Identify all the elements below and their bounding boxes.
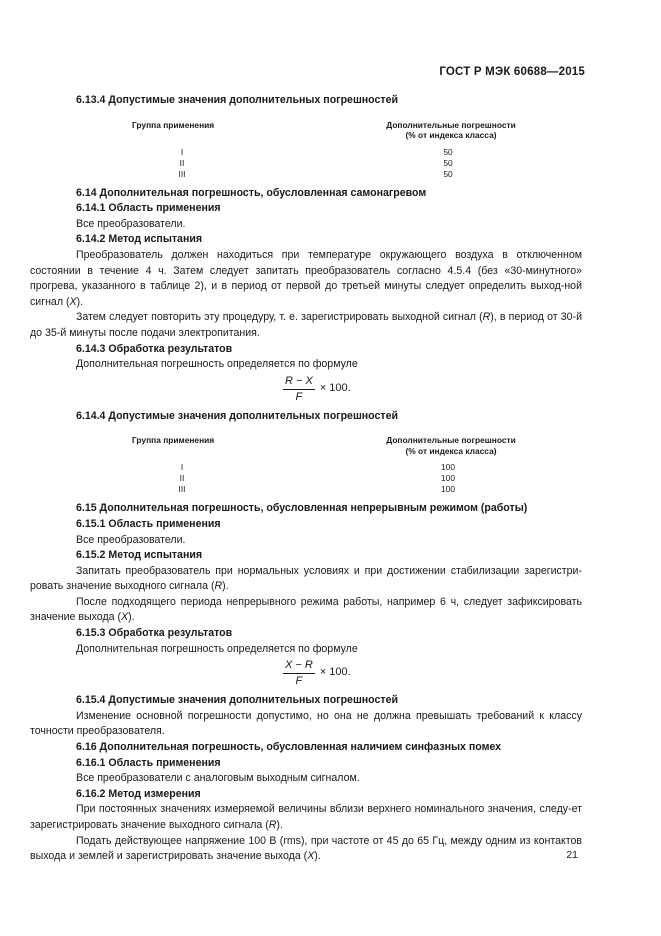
paragraph: Изменение основной погрешности допустимо, но она не должна превышать требований к классу точности преобразователя. [30,709,582,738]
section-heading: 6.15 Дополнительная погрешность, обусловленная непрерывным режимом (работы) [76,502,528,515]
table-cell: 50 [443,168,453,179]
table-column-header: Группа применения [132,119,215,130]
section-heading: 6.14 Дополнительная погрешность, обусловленная самонагревом [76,186,427,199]
paragraph: После подходящего периода непрерывного режима работы, например 6 ч, следует зафиксировать значение выхода (X). [30,595,582,624]
section-heading: 6.13.4 Допустимые значения дополнительных погрешностей [76,94,398,106]
section-heading: 6.16.2 Метод измерения [76,787,201,800]
table-cell: 100 [441,484,455,495]
formula-numerator: R − X [283,375,315,390]
formula-multiplier: × 100. [319,381,351,394]
paragraph: Все преобразователи. [76,533,186,546]
table-cell: 50 [443,157,453,168]
document-body [30,93,582,865]
table-cell: 50 [443,146,453,157]
section-heading: 6.16.1 Область применения [76,756,221,769]
paragraph: Подать действующее напряжение 100 В (rms), при частоте от 45 до 65 Гц, между одним из контактов выхода и землей и зарегистрировать значение выхода (X). [30,834,582,863]
paragraph: Все преобразователи. [76,217,186,230]
section-heading: 6.15.3 Обработка результатов [76,627,233,640]
table-cell: I [180,146,184,157]
table-column-header: Дополнительные погрешности (% от индекса класса) [386,119,516,141]
fraction [283,374,351,404]
error-table [30,109,582,185]
section-heading: 6.14.1 Область применения [76,202,221,215]
table-cell: III [178,484,186,495]
section-heading: 6.14.3 Обработка результатов [76,342,233,355]
table-cell: II [179,157,185,168]
table-cell: 100 [441,473,455,484]
table-column-header: Дополнительные погрешности (% от индекса класса) [386,435,516,456]
paragraph: Запитать преобразователь при нормальных условиях и при достижении стабилизации зарегистри-ровать значение выходного сигнала (R). [30,564,582,593]
page-number: 21 [566,849,578,861]
table-cell: I [180,462,184,473]
section-heading: 6.15.1 Область применения [76,517,221,530]
formula-numerator: X − R [283,659,315,674]
fraction [283,659,351,688]
section-heading: 6.15.2 Метод испытания [76,549,203,562]
table-cell: III [178,168,186,179]
error-table [30,424,582,500]
formula-multiplier: × 100. [319,666,351,679]
document-header: ГОСТ Р МЭК 60688—2015 [439,66,585,78]
table-cell: II [179,473,185,484]
paragraph: Преобразователь должен находиться при температуре окружающего воздуха в отключенном состоянии в течение 4 ч. Затем следует запитать преобразователь согласно 4.5.4 (без «30-минутного» прогрева, указанного в таблице 2), и в период от первой до третьей минуты следует определить выход-ной сигнал (X). [30,248,582,308]
section-heading: 6.14.4 Допустимые значения дополнительных погрешностей [76,409,398,422]
paragraph: Затем следует повторить эту процедуру, т. е. зарегистрировать выходной сигнал (R), в период от 30-й до 35-й минуты после подачи электропитания. [30,311,582,339]
section-heading: 6.16 Дополнительная погрешность, обусловленная наличием синфазных помех [76,741,502,754]
table-column-header: Группа применения [132,435,215,446]
paragraph: Дополнительная погрешность определяется по формуле [76,642,358,655]
table-cell: 100 [441,462,455,473]
formula [30,657,582,693]
formula-denominator: F [295,675,303,688]
paragraph: Все преобразователи с аналоговым выходным сигналом. [76,772,360,785]
paragraph: Дополнительная погрешность определяется по формуле [76,358,358,371]
formula [30,373,582,409]
paragraph: При постоянных значениях измеряемой величины вблизи верхнего номинального значения, следу-ет зарегистрировать значение выходного сигнала (R). [30,803,582,831]
formula-denominator: F [295,390,303,403]
section-heading: 6.14.2 Метод испытания [76,233,203,246]
section-heading: 6.15.4 Допустимые значения дополнительных погрешностей [76,694,398,707]
